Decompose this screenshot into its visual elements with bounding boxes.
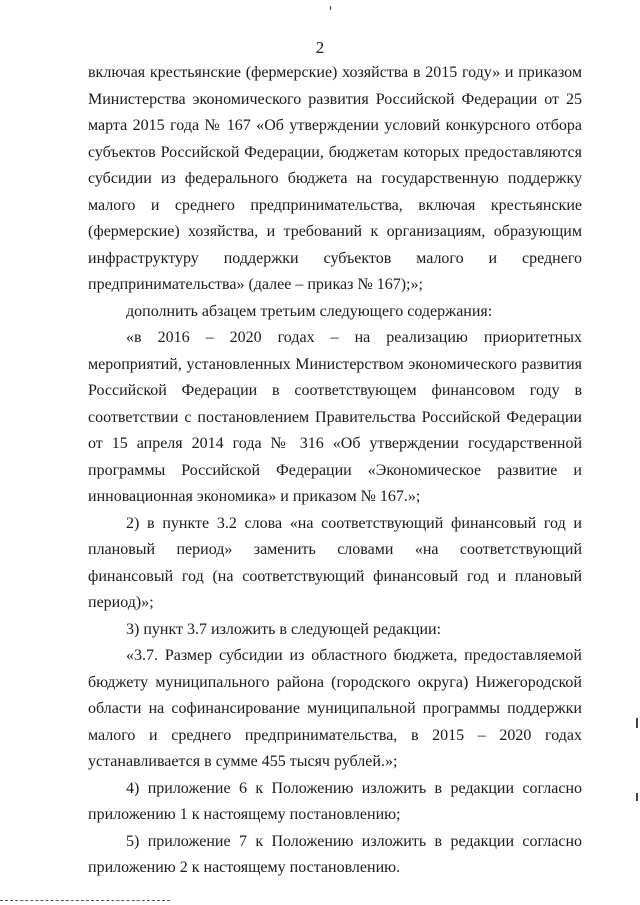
scan-artifact xyxy=(636,793,638,801)
paragraph-2: дополнить абзацем третьим следующего содержания: xyxy=(126,302,493,320)
paragraph-7: 4) приложение 6 к Положению изложить в редакции согласно приложению 1 к настоящему постановлению; xyxy=(88,779,582,823)
paragraph-3: «в 2016 – 2020 годах – на реализацию приоритетных мероприятий, установленных Министерством экономического развития Российской Федерации в соответствующем финансовом году в соответствии с постановлением Правительства Российской Федерации от 15 апреля 2014 года № 316 «Об утверждении государственной программы Российской Федерации «Экономическое развитие и инновационная экономика» и приказом № 167.»; xyxy=(88,329,582,505)
paragraph-5: 3) пункт 3.7 изложить в следующей редакции: xyxy=(126,620,442,638)
paragraph-4: 2) в пункте 3.2 слова «на соответствующий финансовый год и плановый период» заменить словами «на соответствующий финансовый год (на соответствующий финансовый год и плановый период)»; xyxy=(88,514,582,611)
scan-artifact xyxy=(330,6,331,10)
paragraph-8: 5) приложение 7 к Положению изложить в редакции согласно приложению 2 к настоящему постановлению. xyxy=(88,832,582,876)
footer-rule xyxy=(0,900,170,902)
paragraph-1: включая крестьянские (фермерские) хозяйства в 2015 году» и приказом Министерства экономического развития Российской Федерации от 25 марта 2015 года № 167 «Об утверждении условий конкурсного отбора субъектов Российской Федерации, бюджетам которых предоставляются субсидии из федерального бюджета на государственную поддержку малого и среднего предпринимательства, включая крестьянские (фермерские) хозяйства, и требований к организациям, образующим инфраструктуру поддержки субъектов малого и среднего предпринимательства» (далее – приказ № 167);»; xyxy=(88,64,582,293)
paragraph-6: «3.7. Размер субсидии из областного бюджета, предоставляемой бюджету муниципального района (городского округа) Нижегородской области на софинансирование муниципальной программы поддержки малого и среднего предпринимательства, в 2015 – 2020 годах устанавливается в сумме 455 тысяч рублей.»; xyxy=(88,647,582,770)
scan-artifact xyxy=(636,718,638,728)
page-number: 2 xyxy=(315,38,325,57)
document-body xyxy=(88,60,582,882)
